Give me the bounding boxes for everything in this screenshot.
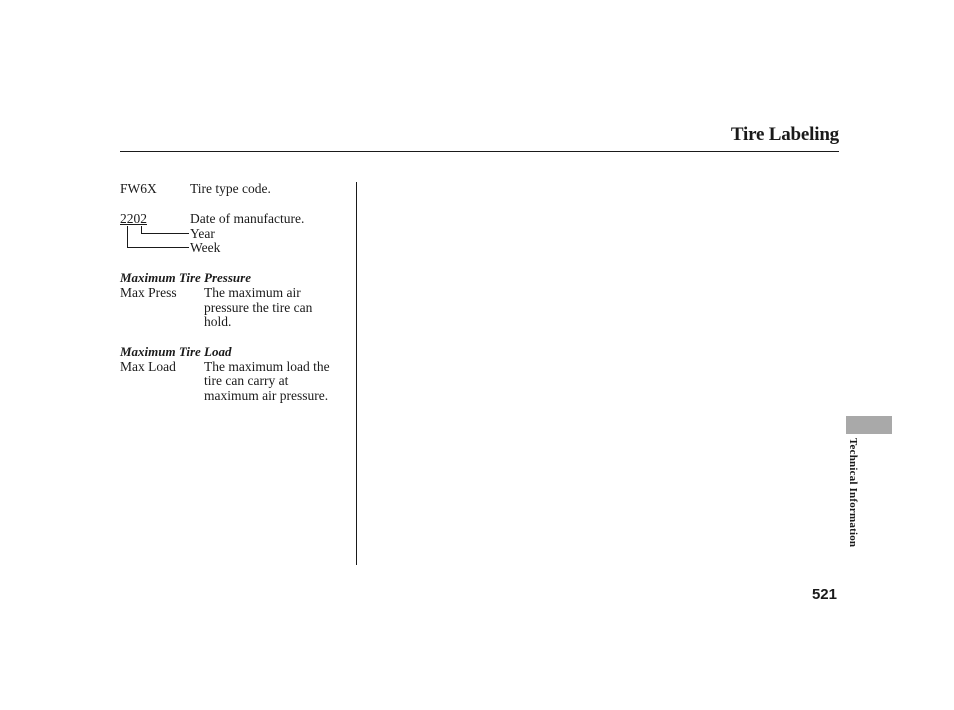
week-bracket-horizontal — [127, 247, 189, 248]
max-load-line: The maximum load the — [204, 359, 330, 374]
type-code-description: Tire type code. — [190, 181, 271, 196]
year-bracket-horizontal — [141, 233, 189, 234]
page-number: 521 — [811, 586, 837, 603]
type-code: FW6X — [120, 181, 157, 196]
max-pressure-line: pressure the tire can — [204, 300, 313, 315]
week-bracket-vertical — [127, 226, 128, 248]
max-load-line: maximum air pressure. — [204, 388, 329, 403]
max-pressure-heading: Maximum Tire Pressure — [120, 270, 251, 285]
max-load-label: Max Load — [120, 359, 176, 374]
year-label: Year — [190, 226, 215, 241]
date-code-description: Date of manufacture. — [190, 211, 305, 226]
title-divider — [120, 151, 839, 152]
max-pressure-label: Max Press — [120, 285, 177, 300]
section-label: Technical Information — [847, 438, 859, 548]
max-pressure-line: hold. — [204, 314, 232, 329]
week-label: Week — [190, 240, 221, 255]
page-title: Tire Labeling — [730, 124, 839, 145]
date-code: 2202 — [120, 211, 147, 226]
max-load-heading: Maximum Tire Load — [120, 344, 232, 359]
column-divider — [356, 182, 357, 565]
section-tab — [846, 416, 892, 434]
max-pressure-line: The maximum air — [204, 285, 301, 300]
max-load-line: tire can carry at — [204, 373, 289, 388]
